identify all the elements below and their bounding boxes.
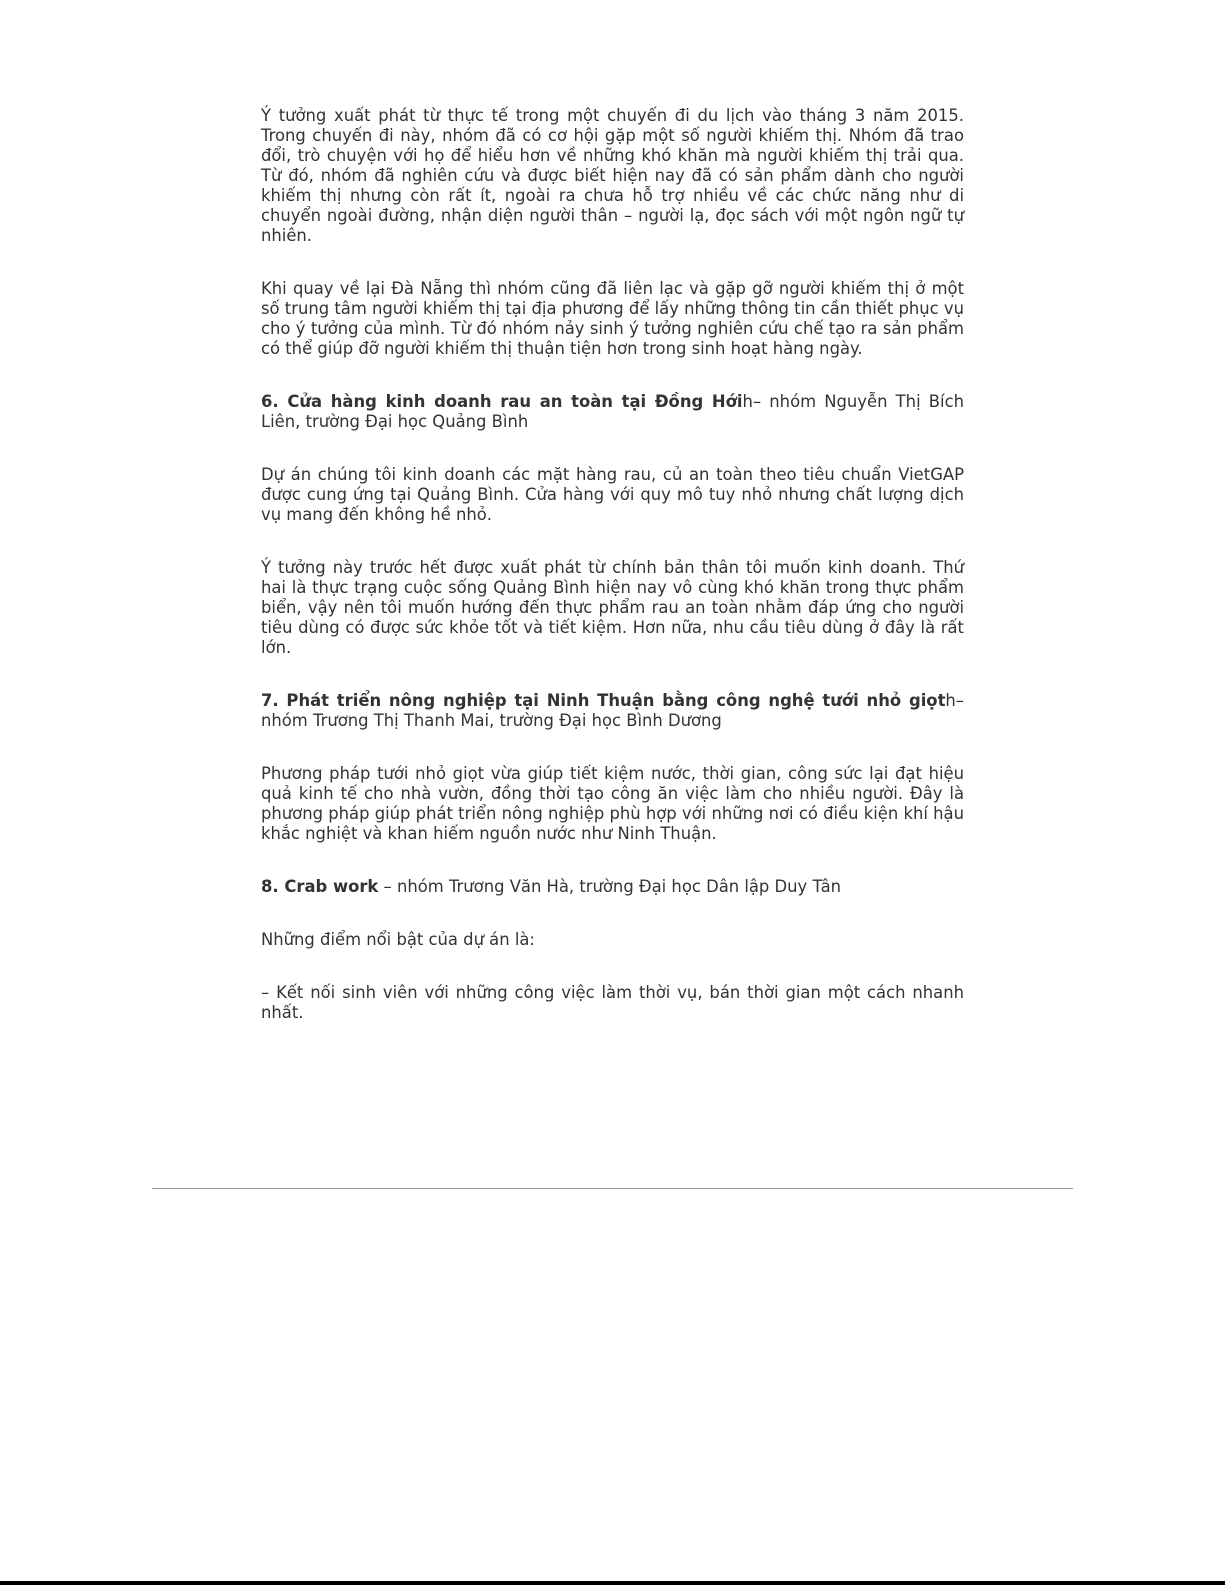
paragraph-vietgap: Dự án chúng tôi kinh doanh các mặt hàng rau, củ an toàn theo tiêu chuẩn VietGAP được cung ứng tại Quảng Bình. Cửa hàng với quy mô tuy nhỏ nhưng chất lượng dịch vụ mang đến không hề nhỏ. bbox=[261, 465, 964, 524]
section-6-team: h– nhóm Nguyễn Thị Bích Liên, trường Đại học Quảng Bình bbox=[261, 392, 965, 431]
paragraph-intro: Ý tưởng xuất phát từ thực tế trong một chuyến đi du lịch vào tháng 3 năm 2015. Trong chuyến đi này, nhóm đã có cơ hội gặp một số người khiếm thị. Nhóm đã trao đổi, trò chuyện với họ để hiểu hơn về những khó khăn mà người khiếm thị trải qua. Từ đó, nhóm đã nghiên cứu và được biết hiện nay đã có sản phẩm dành cho người khiếm thị nhưng còn rất ít, ngoài ra chưa hỗ trợ nhiều về các chức năng như di chuyển ngoài đường, nhận diện người thân – người lạ, đọc sách với một ngôn ngữ tự nhiên. bbox=[261, 106, 964, 245]
paragraph-drip-irrigation: Phương pháp tưới nhỏ giọt vừa giúp tiết kiệm nước, thời gian, công sức lại đạt hiệu quả kinh tế cho nhà vườn, đồng thời tạo công ăn việc làm cho nhiều người. Đây là phương pháp giúp phát triển nông nghiệp phù hợp với những nơi có điều kiện khí hậu khắc nghiệt và khan hiếm nguồn nước như Ninh Thuận. bbox=[261, 764, 964, 843]
bottom-edge-bar bbox=[0, 1581, 1225, 1585]
section-7-team: h– nhóm Trương Thị Thanh Mai, trường Đại học Bình Dương bbox=[261, 691, 964, 730]
paragraph-highlight-1: – Kết nối sinh viên với những công việc làm thời vụ, bán thời gian một cách nhanh nhất. bbox=[261, 983, 964, 1022]
section-8-title: 8. Crab work bbox=[261, 877, 379, 896]
paragraph-danang: Khi quay về lại Đà Nẵng thì nhóm cũng đã liên lạc và gặp gỡ người khiếm thị ở một số trung tâm người khiếm thị tại địa phương để lấy những thông tin cần thiết phục vụ cho ý tưởng của mình. Từ đó nhóm nảy sinh ý tưởng nghiên cứu chế tạo ra sản phẩm có thể giúp đỡ người khiếm thị thuận tiện hơn trong sinh hoạt hàng ngày. bbox=[261, 279, 964, 358]
section-7-title: 7. Phát triển nông nghiệp tại Ninh Thuận bằng công nghệ tưới nhỏ giọt bbox=[261, 691, 946, 710]
section-6-title: 6. Cửa hàng kinh doanh rau an toàn tại Đồng Hới bbox=[261, 392, 743, 411]
section-6-heading bbox=[261, 392, 964, 432]
page-divider bbox=[152, 1188, 1073, 1189]
section-8-team: – nhóm Trương Văn Hà, trường Đại học Dân lập Duy Tân bbox=[378, 877, 842, 896]
document-body bbox=[261, 106, 964, 1056]
section-8-heading bbox=[261, 877, 964, 897]
paragraph-highlights-intro: Những điểm nổi bật của dự án là: bbox=[261, 930, 535, 949]
paragraph-idea-origin: Ý tưởng này trước hết được xuất phát từ chính bản thân tôi muốn kinh doanh. Thứ hai là thực trạng cuộc sống Quảng Bình hiện nay vô cùng khó khăn trong thực phẩm biển, vậy nên tôi muốn hướng đến thực phẩm rau an toàn nhằm đáp ứng cho người tiêu dùng có được sức khỏe tốt và tiết kiệm. Hơn nữa, nhu cầu tiêu dùng ở đây là rất lớn. bbox=[261, 558, 964, 657]
section-7-heading bbox=[261, 691, 964, 731]
